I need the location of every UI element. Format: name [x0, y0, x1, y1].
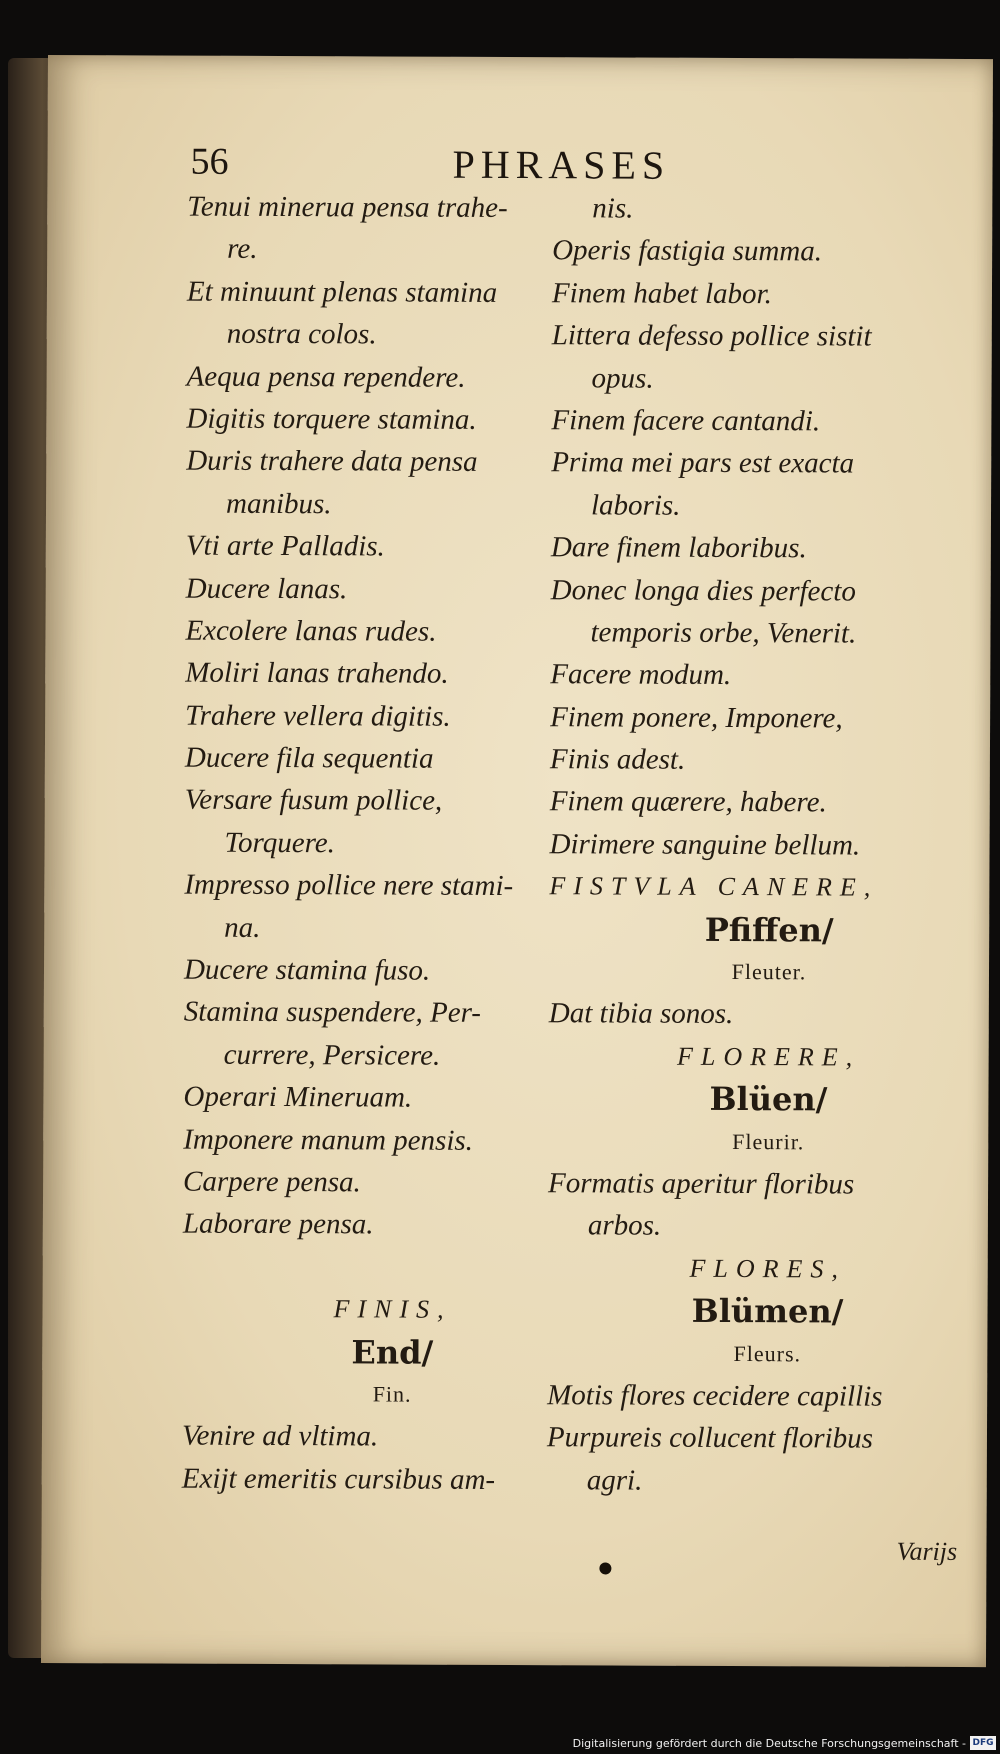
section-heading-german: Blüen/ [709, 1080, 828, 1119]
text-line: Trahere vellera digitis. [185, 699, 451, 733]
text-line: temporis orbe, Venerit. [590, 616, 857, 650]
text-line: Carpere pensa. [183, 1165, 361, 1199]
section-heading-german: Pfiffen/ [704, 910, 834, 950]
text-line: Moliri lanas trahendo. [185, 656, 449, 691]
section-heading-latin: FLORES, [689, 1253, 846, 1284]
ink-dot [599, 1562, 611, 1574]
text-line: Tenui minerua pensa trahe- [187, 190, 508, 225]
text-line: Motis flores cecidere capillis [547, 1379, 883, 1413]
text-line: Dare finem laboribus. [550, 531, 807, 565]
text-line: re. [227, 233, 258, 266]
text-line: Imponere manum pensis. [183, 1123, 474, 1157]
right-column [547, 187, 993, 1503]
text-line: Et minuunt plenas stamina [186, 275, 498, 309]
text-line: opus. [591, 361, 654, 395]
text-line: currere, Persicere. [223, 1038, 441, 1072]
text-line: Littera defesso pollice sistit [551, 319, 872, 353]
text-line: Torquere. [224, 826, 336, 860]
text-line: Stamina suspendere, Per- [183, 996, 482, 1030]
text-line: nostra colos. [226, 317, 377, 351]
section-heading-german: End/ [351, 1332, 434, 1372]
text-line: Prima mei pars est exacta [551, 446, 855, 480]
section-heading-french: Fleurir. [732, 1128, 805, 1154]
text-line: Exijt emeritis cursibus am- [181, 1462, 496, 1496]
text-line: Digitis torquere stamina. [186, 402, 477, 436]
footer-credit: Digitalisierung gefördert durch die Deutsche Forschungsgemeinschaft - [572, 1737, 966, 1750]
text-line: Finem quærere, habere. [549, 785, 827, 819]
text-line: agri. [586, 1464, 643, 1497]
text-line: na. [224, 911, 261, 944]
text-line: laboris. [590, 489, 681, 522]
book-page [41, 55, 993, 1667]
running-title: PHRASES [452, 141, 671, 188]
text-line: Finem ponere, Imponere, [550, 700, 843, 735]
section-heading-french: Fleurs. [733, 1340, 802, 1366]
text-line: Impresso pollice nere stami- [184, 868, 514, 903]
text-line: Finis adest. [549, 743, 686, 776]
text-line: Aequa pensa rependere. [186, 360, 466, 394]
text-line: Donec longa dies perfecto [550, 573, 856, 608]
text-line: Operari Mineruam. [183, 1080, 413, 1114]
text-line: Dat tibia sonos. [548, 997, 734, 1031]
section-heading-french: Fin. [372, 1381, 412, 1407]
text-line: Venire ad vltima. [181, 1419, 379, 1453]
text-line: Finem habet labor. [551, 276, 772, 310]
section-heading-latin: FLORERE, [676, 1041, 861, 1072]
text-line: Excolere lanas rudes. [185, 614, 437, 648]
text-line: arbos. [587, 1209, 662, 1243]
text-line: manibus. [225, 487, 332, 520]
spacer [183, 1245, 603, 1289]
text-line: Laborare pensa. [182, 1207, 374, 1241]
text-line: Facere modum. [550, 658, 732, 692]
text-line: Purpureis collucent floribus [546, 1421, 873, 1455]
text-line: Ducere stamina fuso. [183, 953, 431, 987]
text-line: Ducere lanas. [185, 572, 348, 605]
catchword: Varijs [896, 1536, 958, 1566]
text-line: Dirimere sanguine bellum. [549, 828, 861, 862]
text-line: Formatis aperitur floribus [548, 1167, 855, 1201]
section-heading-latin: FINIS, [333, 1294, 452, 1324]
text-line: Versare fusum pollice, [184, 784, 443, 818]
text-line: nis. [592, 192, 634, 225]
footer-bar [0, 1730, 1000, 1754]
text-line: Vti arte Palladis. [185, 529, 385, 563]
left-column [182, 186, 608, 1502]
section-heading-french: Fleuter. [731, 959, 807, 985]
section-heading-german: Blümen/ [691, 1291, 844, 1331]
dfg-logo: DFG [970, 1736, 996, 1750]
page-number: 56 [190, 140, 229, 183]
text-line: Operis fastigia summa. [552, 234, 823, 268]
text-line: Ducere fila sequentia [184, 741, 434, 775]
text-line: Finem facere cantandi. [551, 404, 821, 438]
text-line: Duris trahere data pensa [186, 444, 478, 479]
section-heading-latin: FISTVLA CANERE, [549, 871, 879, 902]
